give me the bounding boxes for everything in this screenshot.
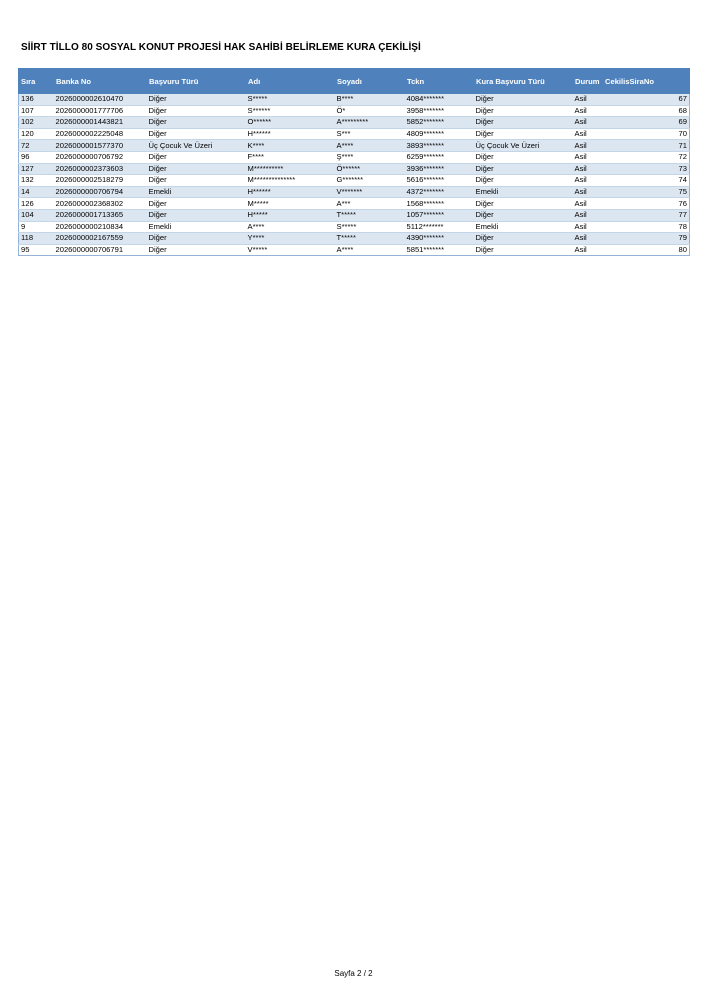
cell-adi: S***** (246, 94, 335, 106)
cell-soyadi: A********* (335, 117, 405, 129)
cell-soyadi: Ö****** (335, 163, 405, 175)
cell-soyadi: S*** (335, 128, 405, 140)
table-row (19, 128, 690, 140)
cell-kura-basvuru-turu: Diğer (474, 198, 573, 210)
cell-banka-no: 2026000000706792 (54, 151, 147, 163)
cell-sira: 9 (19, 221, 54, 233)
cell-banka-no: 2026000002610470 (54, 94, 147, 106)
cell-tckn: 5852******* (405, 117, 474, 129)
cell-sira: 118 (19, 233, 54, 245)
cell-tckn: 5851******* (405, 244, 474, 256)
cell-basvuru-turu: Diğer (147, 233, 246, 245)
cell-tckn: 3893******* (405, 140, 474, 152)
cell-soyadi: Ş**** (335, 151, 405, 163)
cell-durum: Asil (573, 140, 603, 152)
table-row (19, 94, 690, 106)
cell-basvuru-turu: Diğer (147, 163, 246, 175)
cell-cekilis-sira-no: 69 (603, 117, 690, 129)
cell-basvuru-turu: Emekli (147, 186, 246, 198)
cell-kura-basvuru-turu: Diğer (474, 209, 573, 221)
cell-kura-basvuru-turu: Diğer (474, 105, 573, 117)
table-row (19, 186, 690, 198)
cell-cekilis-sira-no: 74 (603, 175, 690, 187)
table-row (19, 221, 690, 233)
table-row (19, 105, 690, 117)
column-header-basvuru-turu: Başvuru Türü (147, 69, 246, 94)
cell-tckn: 6259******* (405, 151, 474, 163)
cell-sira: 14 (19, 186, 54, 198)
table-row (19, 233, 690, 245)
cell-cekilis-sira-no: 68 (603, 105, 690, 117)
cell-cekilis-sira-no: 73 (603, 163, 690, 175)
page-number: Sayfa 2 / 2 (334, 969, 373, 978)
cell-sira: 127 (19, 163, 54, 175)
cell-cekilis-sira-no: 80 (603, 244, 690, 256)
cell-banka-no: 2026000000706794 (54, 186, 147, 198)
cell-sira: 95 (19, 244, 54, 256)
cell-cekilis-sira-no: 72 (603, 151, 690, 163)
cell-soyadi: G******* (335, 175, 405, 187)
lottery-results-table (18, 68, 690, 256)
table-row (19, 163, 690, 175)
cell-adi: H***** (246, 209, 335, 221)
cell-basvuru-turu: Diğer (147, 151, 246, 163)
cell-kura-basvuru-turu: Diğer (474, 163, 573, 175)
cell-adi: S****** (246, 105, 335, 117)
column-header-cekilis-sira-no: CekilisSiraNo (603, 69, 690, 94)
cell-soyadi: B**** (335, 94, 405, 106)
table-row (19, 198, 690, 210)
cell-tckn: 4084******* (405, 94, 474, 106)
cell-basvuru-turu: Üç Çocuk Ve Üzeri (147, 140, 246, 152)
cell-banka-no: 2026000001777706 (54, 105, 147, 117)
cell-basvuru-turu: Diğer (147, 209, 246, 221)
cell-basvuru-turu: Diğer (147, 94, 246, 106)
cell-sira: 107 (19, 105, 54, 117)
cell-soyadi: T***** (335, 233, 405, 245)
cell-adi: H****** (246, 128, 335, 140)
cell-tckn: 4372******* (405, 186, 474, 198)
cell-sira: 132 (19, 175, 54, 187)
cell-banka-no: 2026000001713365 (54, 209, 147, 221)
table-row (19, 209, 690, 221)
cell-durum: Asil (573, 233, 603, 245)
column-header-kura-basvuru-turu: Kura Başvuru Türü (474, 69, 573, 94)
table-body (19, 94, 690, 256)
cell-banka-no: 2026000001577370 (54, 140, 147, 152)
cell-adi: M********** (246, 163, 335, 175)
cell-kura-basvuru-turu: Emekli (474, 221, 573, 233)
cell-cekilis-sira-no: 75 (603, 186, 690, 198)
table-row (19, 175, 690, 187)
cell-durum: Asil (573, 128, 603, 140)
cell-durum: Asil (573, 209, 603, 221)
table-row (19, 151, 690, 163)
cell-banka-no: 2026000002518279 (54, 175, 147, 187)
cell-tckn: 1057******* (405, 209, 474, 221)
column-header-adi: Adı (246, 69, 335, 94)
cell-cekilis-sira-no: 70 (603, 128, 690, 140)
cell-adi: M***** (246, 198, 335, 210)
cell-sira: 104 (19, 209, 54, 221)
table-row (19, 244, 690, 256)
cell-durum: Asil (573, 244, 603, 256)
cell-kura-basvuru-turu: Diğer (474, 244, 573, 256)
cell-durum: Asil (573, 151, 603, 163)
cell-tckn: 4809******* (405, 128, 474, 140)
cell-soyadi: A**** (335, 140, 405, 152)
cell-sira: 96 (19, 151, 54, 163)
cell-soyadi: Ö* (335, 105, 405, 117)
cell-durum: Asil (573, 94, 603, 106)
cell-soyadi: A*** (335, 198, 405, 210)
column-header-durum: Durum (573, 69, 603, 94)
cell-basvuru-turu: Diğer (147, 198, 246, 210)
cell-sira: 136 (19, 94, 54, 106)
cell-basvuru-turu: Diğer (147, 128, 246, 140)
column-header-banka-no: Banka No (54, 69, 147, 94)
cell-cekilis-sira-no: 78 (603, 221, 690, 233)
cell-basvuru-turu: Diğer (147, 175, 246, 187)
cell-sira: 72 (19, 140, 54, 152)
page-title: SİİRT TİLLO 80 SOSYAL KONUT PROJESİ HAK SAHİBİ BELİRLEME KURA ÇEKİLİŞİ (21, 42, 421, 53)
cell-basvuru-turu: Diğer (147, 105, 246, 117)
cell-banka-no: 2026000000210834 (54, 221, 147, 233)
cell-durum: Asil (573, 221, 603, 233)
cell-adi: F**** (246, 151, 335, 163)
cell-tckn: 3958******* (405, 105, 474, 117)
cell-cekilis-sira-no: 76 (603, 198, 690, 210)
cell-tckn: 3936******* (405, 163, 474, 175)
cell-tckn: 5112******* (405, 221, 474, 233)
cell-soyadi: V******* (335, 186, 405, 198)
cell-basvuru-turu: Diğer (147, 117, 246, 129)
cell-adi: O****** (246, 117, 335, 129)
table-header-row (19, 69, 690, 94)
cell-cekilis-sira-no: 71 (603, 140, 690, 152)
cell-kura-basvuru-turu: Diğer (474, 233, 573, 245)
cell-durum: Asil (573, 198, 603, 210)
cell-kura-basvuru-turu: Diğer (474, 94, 573, 106)
cell-durum: Asil (573, 186, 603, 198)
cell-durum: Asil (573, 117, 603, 129)
cell-tckn: 1568******* (405, 198, 474, 210)
table-row (19, 140, 690, 152)
cell-adi: M************** (246, 175, 335, 187)
cell-adi: A**** (246, 221, 335, 233)
cell-adi: K**** (246, 140, 335, 152)
cell-kura-basvuru-turu: Üç Çocuk Ve Üzeri (474, 140, 573, 152)
cell-banka-no: 2026000001443821 (54, 117, 147, 129)
cell-kura-basvuru-turu: Diğer (474, 117, 573, 129)
cell-tckn: 4390******* (405, 233, 474, 245)
cell-adi: Y**** (246, 233, 335, 245)
cell-soyadi: A**** (335, 244, 405, 256)
cell-adi: V***** (246, 244, 335, 256)
cell-soyadi: S***** (335, 221, 405, 233)
column-header-soyadi: Soyadı (335, 69, 405, 94)
column-header-sira: Sıra (19, 69, 54, 94)
cell-sira: 102 (19, 117, 54, 129)
cell-soyadi: T***** (335, 209, 405, 221)
cell-durum: Asil (573, 105, 603, 117)
cell-kura-basvuru-turu: Emekli (474, 186, 573, 198)
cell-banka-no: 2026000002368302 (54, 198, 147, 210)
cell-cekilis-sira-no: 77 (603, 209, 690, 221)
cell-kura-basvuru-turu: Diğer (474, 151, 573, 163)
cell-banka-no: 2026000002373603 (54, 163, 147, 175)
cell-kura-basvuru-turu: Diğer (474, 128, 573, 140)
cell-cekilis-sira-no: 79 (603, 233, 690, 245)
cell-tckn: 5616******* (405, 175, 474, 187)
column-header-tckn: Tckn (405, 69, 474, 94)
cell-banka-no: 2026000000706791 (54, 244, 147, 256)
table-row (19, 117, 690, 129)
cell-sira: 120 (19, 128, 54, 140)
cell-cekilis-sira-no: 67 (603, 94, 690, 106)
cell-basvuru-turu: Diğer (147, 244, 246, 256)
cell-durum: Asil (573, 175, 603, 187)
cell-banka-no: 2026000002225048 (54, 128, 147, 140)
cell-durum: Asil (573, 163, 603, 175)
cell-kura-basvuru-turu: Diğer (474, 175, 573, 187)
cell-adi: H****** (246, 186, 335, 198)
cell-sira: 126 (19, 198, 54, 210)
cell-basvuru-turu: Emekli (147, 221, 246, 233)
cell-banka-no: 2026000002167559 (54, 233, 147, 245)
